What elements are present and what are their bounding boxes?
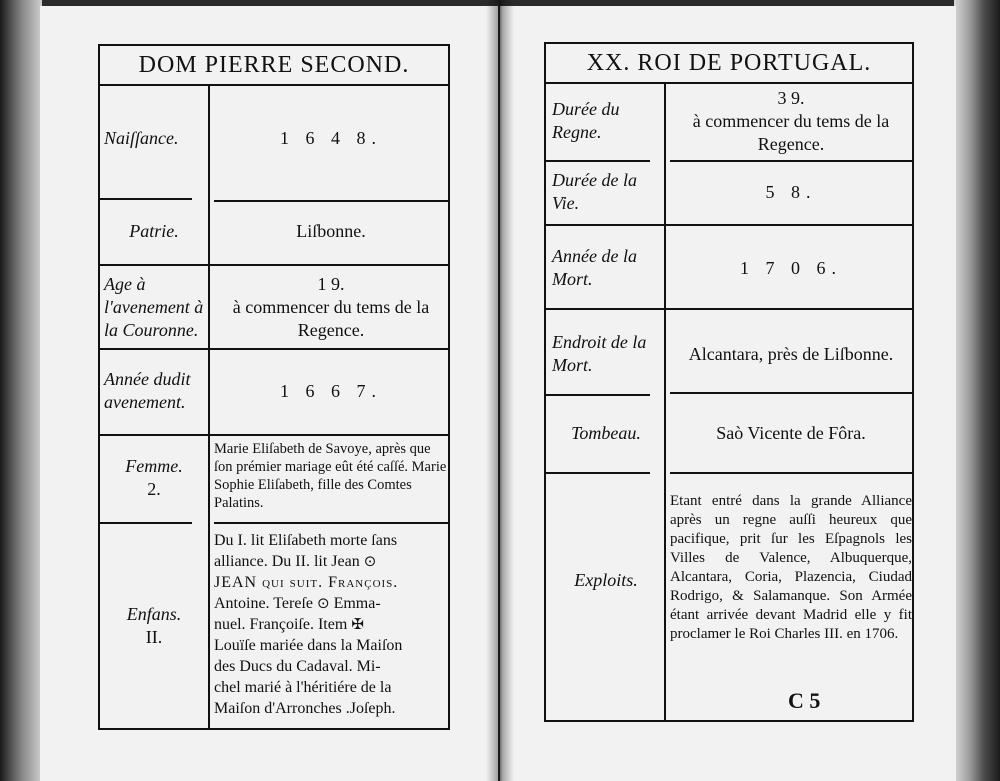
value-femme: Marie Eliſabeth de Savoye, après que ſon prémier mariage eût été caſſé. Marie Sophie Eliſabeth, fille des Comtes Palatins. — [214, 441, 447, 511]
value-naissance: 1 6 4 8. — [280, 127, 382, 148]
value-age-avenement — [214, 268, 448, 346]
value-tombeau: Saò Vicente de Fôra. — [716, 422, 866, 443]
enfans-line-7: des Ducs du Cadaval. Mi- — [214, 658, 381, 675]
value-enfans — [214, 530, 448, 726]
value-exploits: Etant entré dans la grande Alliance après un regne auſſi heureux que pacifique, prit ſur les Eſpagnols les Villes de Valence, Albuquerque, Alcantara, Coria, Plazencia, Ciudad Rodrigo, & Salamanque. Son Armée étant arrivée devant Madrid elle y fit proclamer le Roi Charles III. en 1706. — [670, 493, 912, 642]
label-enfans-text: Enfans. — [126, 604, 182, 624]
value-patrie: Liſbonne. — [296, 220, 366, 241]
enfans-line-4-end: Emma- — [333, 595, 381, 612]
label-patrie: Patrie. — [129, 220, 179, 241]
row-age-avenement — [100, 268, 448, 346]
label-tombeau: Tombeau. — [571, 422, 641, 443]
rule — [546, 308, 912, 310]
label-duree-vie: Durée de la Vie. — [552, 170, 637, 213]
rule — [546, 472, 650, 474]
value-duree-regne — [670, 86, 912, 156]
right-table — [544, 42, 914, 722]
rule — [100, 264, 448, 266]
right-page-header: XX. ROI DE PORTUGAL. — [546, 44, 912, 84]
right-page — [500, 6, 956, 781]
rule — [100, 348, 448, 350]
value-age-number: 1 9. — [317, 273, 345, 294]
label-femme-text: Femme. — [125, 456, 183, 476]
left-page-edges — [0, 0, 42, 781]
rule — [546, 224, 912, 226]
label-femme-count: 2. — [147, 479, 161, 499]
rule — [100, 198, 192, 200]
book-gutter — [486, 0, 514, 781]
row-annee-avenement — [100, 352, 448, 430]
enfans-line-4 — [214, 593, 381, 614]
rule — [670, 472, 912, 474]
left-page-header: DOM PIERRE SECOND. — [100, 46, 448, 86]
row-naissance — [100, 84, 448, 194]
value-duree-vie: 5 8. — [765, 181, 817, 202]
label-femme — [104, 438, 204, 518]
row-patrie — [100, 202, 448, 260]
value-endroit-mort: Alcantara, près de Liſbonne. — [688, 343, 894, 364]
enfans-line-9: Maiſon d'Arronches .Joſeph. — [214, 700, 396, 717]
label-annee-avenement: Année dudit avenement. — [104, 369, 191, 412]
circle-symbol-icon: ⊙ — [317, 594, 330, 612]
page-signature: C 5 — [788, 688, 821, 713]
row-enfans — [100, 526, 448, 726]
cross-symbol-icon: ✠ — [351, 615, 364, 633]
circle-symbol-icon: ⊙ — [363, 552, 377, 570]
enfans-line-6: Louïſe mariée dans la Maiſon — [214, 637, 403, 654]
row-duree-vie — [546, 164, 912, 220]
rule — [214, 522, 448, 524]
enfans-line-4-text: Antoine. Tereſe — [214, 595, 313, 612]
rule — [670, 392, 912, 394]
enfans-line-3: JEAN qui ſuit. François. — [214, 574, 399, 591]
label-enfans — [104, 526, 204, 726]
value-annee-avenement: 1 6 6 7. — [280, 380, 382, 401]
rule — [100, 434, 448, 436]
enfans-line-5 — [214, 614, 364, 635]
enfans-line-2-text: alliance. Du II. lit Jean — [214, 553, 360, 570]
row-femme — [100, 438, 448, 518]
row-annee-mort — [546, 228, 912, 308]
label-endroit-mort: Endroit de la Mort. — [552, 332, 647, 375]
label-age-avenement: Age à l'avenement à la Couronne. — [104, 273, 204, 340]
left-page — [40, 6, 498, 781]
enfans-line-5-text: nuel. Françoiſe. Item — [214, 616, 348, 633]
value-duree-regne-note: à commencer du tems de la Regence. — [692, 110, 890, 154]
label-enfans-count: II. — [145, 627, 163, 647]
label-exploits: Exploits. — [574, 569, 638, 590]
value-annee-mort: 1 7 0 6. — [740, 257, 842, 278]
rule — [670, 160, 912, 162]
value-duree-regne-number: 3 9. — [777, 87, 805, 108]
enfans-line-2 — [214, 551, 376, 572]
label-duree-regne: Durée du Regne. — [552, 99, 620, 142]
value-age-note: à commencer du tems de la Regence. — [232, 296, 430, 340]
right-page-edges — [954, 0, 1000, 781]
row-endroit-mort — [546, 314, 912, 394]
row-exploits — [546, 480, 912, 680]
rule — [100, 522, 192, 524]
rule — [546, 160, 650, 162]
label-naissance: Naiſſance. — [104, 127, 179, 148]
rule — [546, 394, 650, 396]
row-tombeau — [546, 400, 912, 470]
row-duree-regne — [546, 82, 912, 158]
label-annee-mort: Année de la Mort. — [552, 246, 637, 289]
left-table — [98, 44, 450, 730]
enfans-line-1: Du I. lit Eliſabeth morte ſans — [214, 532, 398, 549]
enfans-line-8: chel marié à l'héritiére de la — [214, 679, 392, 696]
